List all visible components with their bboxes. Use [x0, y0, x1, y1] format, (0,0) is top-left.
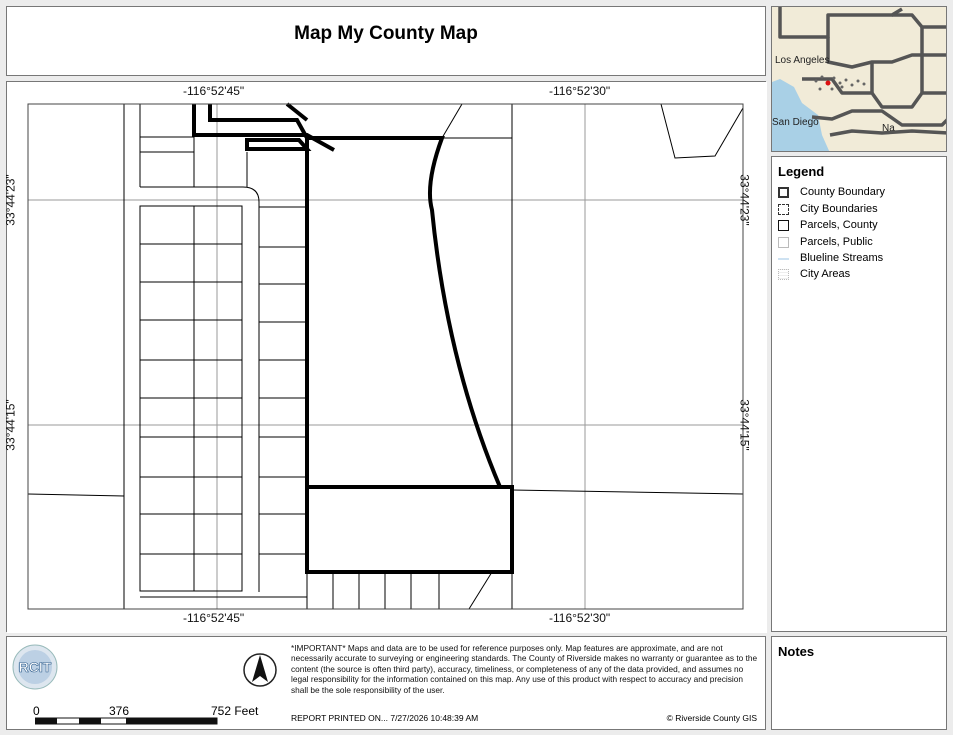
coord-bottom-left: -116°52'45" [183, 611, 245, 625]
coord-left-upper: 33°44'23" [3, 174, 18, 226]
notes-panel[interactable] [771, 636, 947, 730]
coord-right-lower: 33°44'15" [737, 399, 752, 451]
rcit-logo-text: RCIT [18, 659, 52, 675]
scale-bar [35, 717, 225, 727]
legend-panel [771, 156, 947, 632]
coord-left-lower: 33°44'15" [3, 399, 18, 451]
overview-label-la: Los Angeles [775, 55, 830, 66]
city-boundaries-symbol [778, 204, 789, 215]
legend-label: Blueline Streams [800, 252, 884, 264]
disclaimer-text: *IMPORTANT* Maps and data are to be used for reference purposes only. Map features are approximate, and are not necessarily accurate to surveying or engineering standards. The County of Riverside makes no warranty or guarantee as to the content (the source is often third party), accuracy, timeliness, or completeness of any of the data provided, and assumes no legal responsibility for the information contained on this map. Any use of this product with respect to accuracy and precision shall be the sole responsibility of the user. [291, 643, 758, 695]
parcels-public-symbol [778, 237, 789, 248]
legend-item-parcels-public [778, 235, 873, 249]
overview-map-graphic [772, 7, 947, 152]
legend-item-parcels-county [778, 218, 878, 232]
county-boundary-symbol [778, 187, 789, 198]
overview-label-partial: Na [882, 123, 895, 134]
scale-label-zero: 0 [33, 704, 40, 718]
city-areas-symbol [778, 269, 789, 280]
map-title: Map My County Map [294, 23, 478, 44]
map-canvas[interactable] [7, 82, 767, 633]
overview-label-sd: San Diego [772, 117, 819, 128]
legend-label: City Areas [800, 268, 851, 280]
footer-panel [6, 636, 766, 730]
scale-label-mid: 376 [109, 704, 130, 718]
north-arrow-icon [243, 651, 277, 689]
coord-right-upper: 33°44'23" [737, 174, 752, 226]
legend-label: City Boundaries [800, 203, 878, 215]
notes-title: Notes [778, 644, 815, 659]
blueline-streams-symbol [778, 253, 789, 264]
coord-top-left: -116°52'45" [183, 84, 245, 98]
coord-top-right: -116°52'30" [549, 84, 611, 98]
legend-label: County Boundary [800, 186, 885, 198]
overview-map[interactable] [771, 6, 947, 152]
coord-bottom-right: -116°52'30" [549, 611, 611, 625]
legend-item-county-boundary [778, 185, 885, 199]
legend-title: Legend [778, 164, 825, 179]
rcit-logo [11, 643, 63, 693]
legend-item-blueline-streams [778, 251, 883, 265]
legend-item-city-boundaries [778, 202, 878, 216]
legend-item-city-areas [778, 267, 850, 281]
parcels-county-symbol [778, 220, 789, 231]
legend-label: Parcels, County [800, 219, 878, 231]
legend-label: Parcels, Public [800, 236, 873, 248]
copyright-text: © Riverside County GIS [666, 713, 757, 723]
print-timestamp: REPORT PRINTED ON... 7/27/2026 10:48:39 AM [291, 713, 479, 723]
title-panel [6, 6, 766, 76]
map-panel [3, 81, 766, 632]
scale-label-end: 752 Feet [211, 704, 259, 718]
